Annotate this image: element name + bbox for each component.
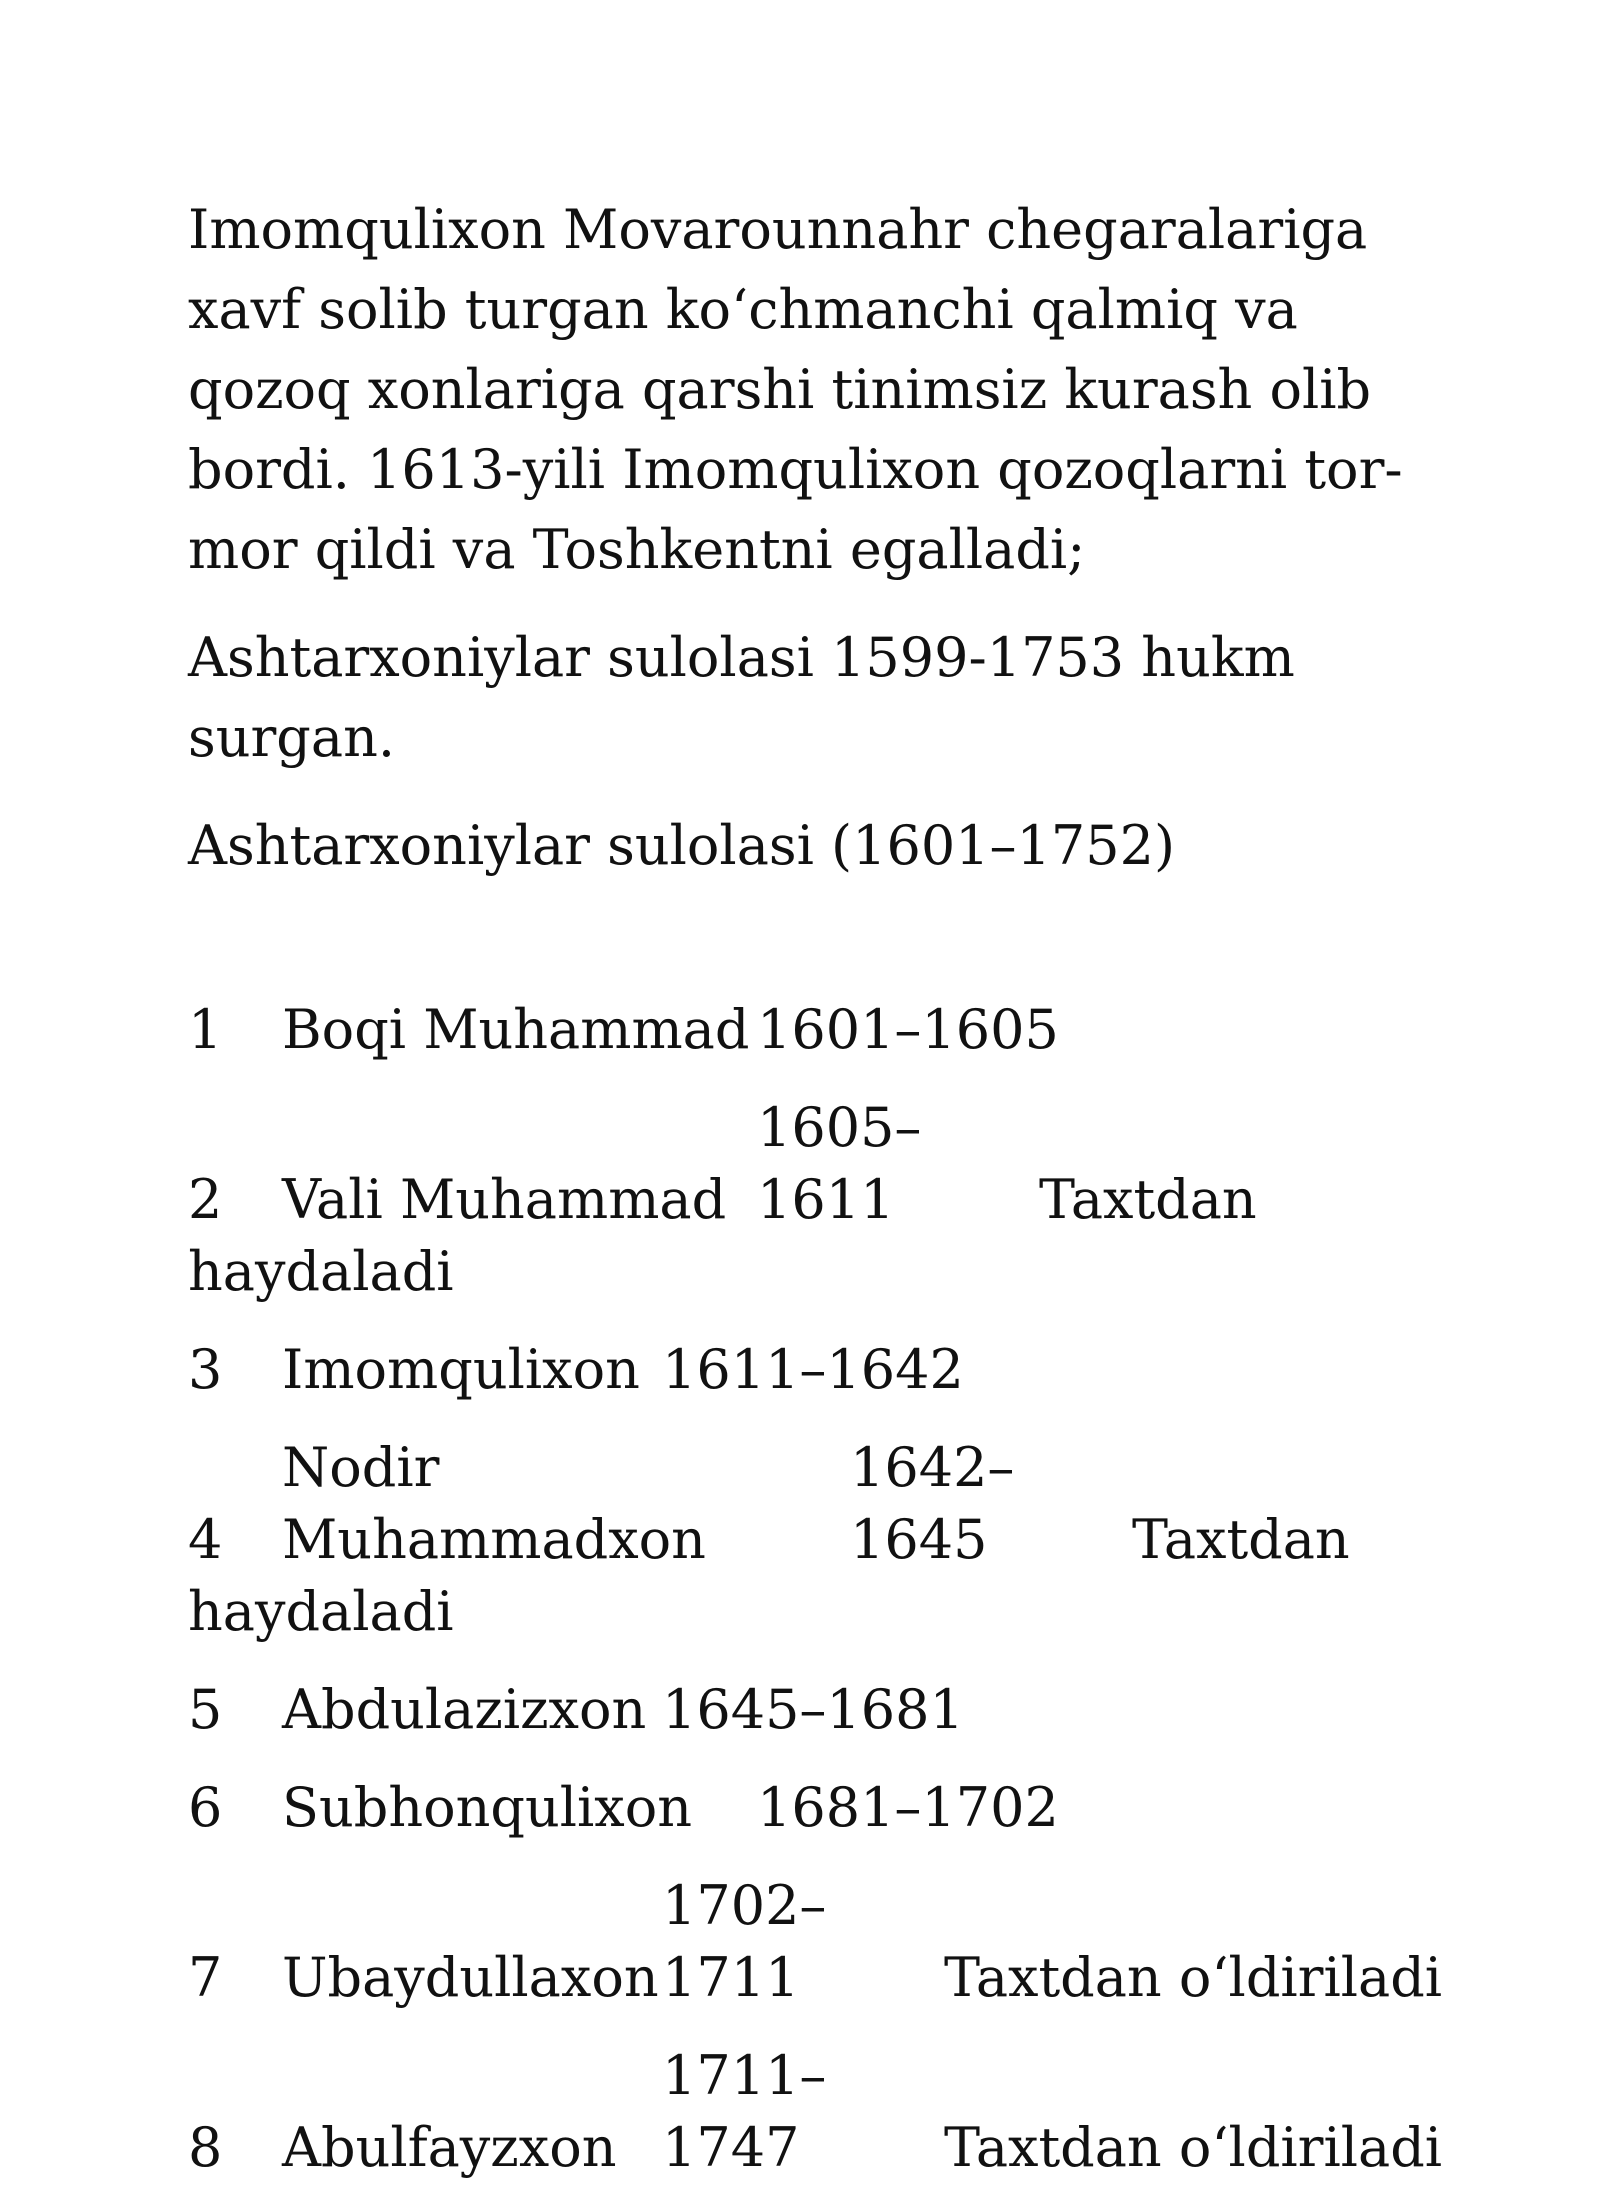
ruler-row	[188, 1674, 1448, 1746]
ruler-number: 8	[188, 2116, 223, 2179]
ruler-row	[188, 1432, 1448, 1648]
spacer	[188, 886, 1448, 994]
ruler-dates: 1601–1605	[757, 998, 1059, 1061]
ruler-note: Taxtdan o‘ldiriladi	[944, 1946, 1443, 2009]
ruler-name: Nodir Muhammadxon	[282, 1436, 706, 1571]
ruler-number: 7	[188, 1946, 223, 2009]
ruler-name: Vali Muhammad	[282, 1168, 727, 1231]
ruler-dates: 1711–1747	[662, 2044, 827, 2179]
intro-paragraph: Imomqulixon Movarounnahr chegaralariga xavf solib turgan ko‘chmanchi qalmiq va qozoq xonlariga qarshi tinimsiz kurash olib bordi. 1613-yili Imomqulixon qozoqlarni tor-mor qildi va Toshkentni egalladi;	[188, 198, 1403, 581]
ruler-number: 6	[188, 1776, 223, 1839]
document-page	[188, 190, 1448, 2210]
ruler-note: Taxtdan o‘ldiriladi	[944, 2116, 1443, 2179]
ruler-number: 3	[188, 1338, 223, 1401]
ruler-row	[188, 1092, 1448, 1308]
ruler-number: 4	[188, 1508, 223, 1571]
ruler-dates: 1645–1681	[662, 1678, 964, 1741]
dynasty-period-paragraph: Ashtarxoniylar sulolasi 1599-1753 hukm surgan.	[188, 626, 1295, 769]
ruler-note: Taxtdan haydaladi	[188, 1168, 1257, 1303]
ruler-row	[188, 1772, 1448, 1844]
ruler-number: 5	[188, 1678, 223, 1741]
ruler-name: Abdulazizxon	[282, 1678, 647, 1741]
ruler-name: Imomqulixon	[282, 1338, 640, 1401]
ruler-dates: 1681–1702	[757, 1776, 1059, 1839]
ruler-name: Boqi Muhammad	[282, 998, 750, 1061]
ruler-name: Subhonqulixon	[282, 1776, 693, 1839]
ruler-dates: 1605–1611	[757, 1096, 922, 1231]
dynasty-heading: Ashtarxoniylar sulolasi (1601–1752)	[188, 814, 1176, 877]
ruler-dates: 1702–1711	[662, 1874, 827, 2009]
ruler-number: 1	[188, 998, 223, 1061]
ruler-row	[188, 994, 1448, 1066]
ruler-row	[188, 1870, 1448, 2014]
ruler-name: Abulfayzxon	[282, 2116, 617, 2179]
ruler-name: Ubaydullaxon	[282, 1946, 659, 2009]
ruler-dates: 1642–1645	[850, 1436, 1015, 1571]
ruler-row	[188, 2040, 1448, 2184]
rulers-list	[188, 994, 1448, 2184]
ruler-number: 2	[188, 1168, 223, 1231]
ruler-row	[188, 1334, 1448, 1406]
ruler-dates: 1611–1642	[662, 1338, 964, 1401]
ruler-note: Taxtdan haydaladi	[188, 1508, 1350, 1643]
